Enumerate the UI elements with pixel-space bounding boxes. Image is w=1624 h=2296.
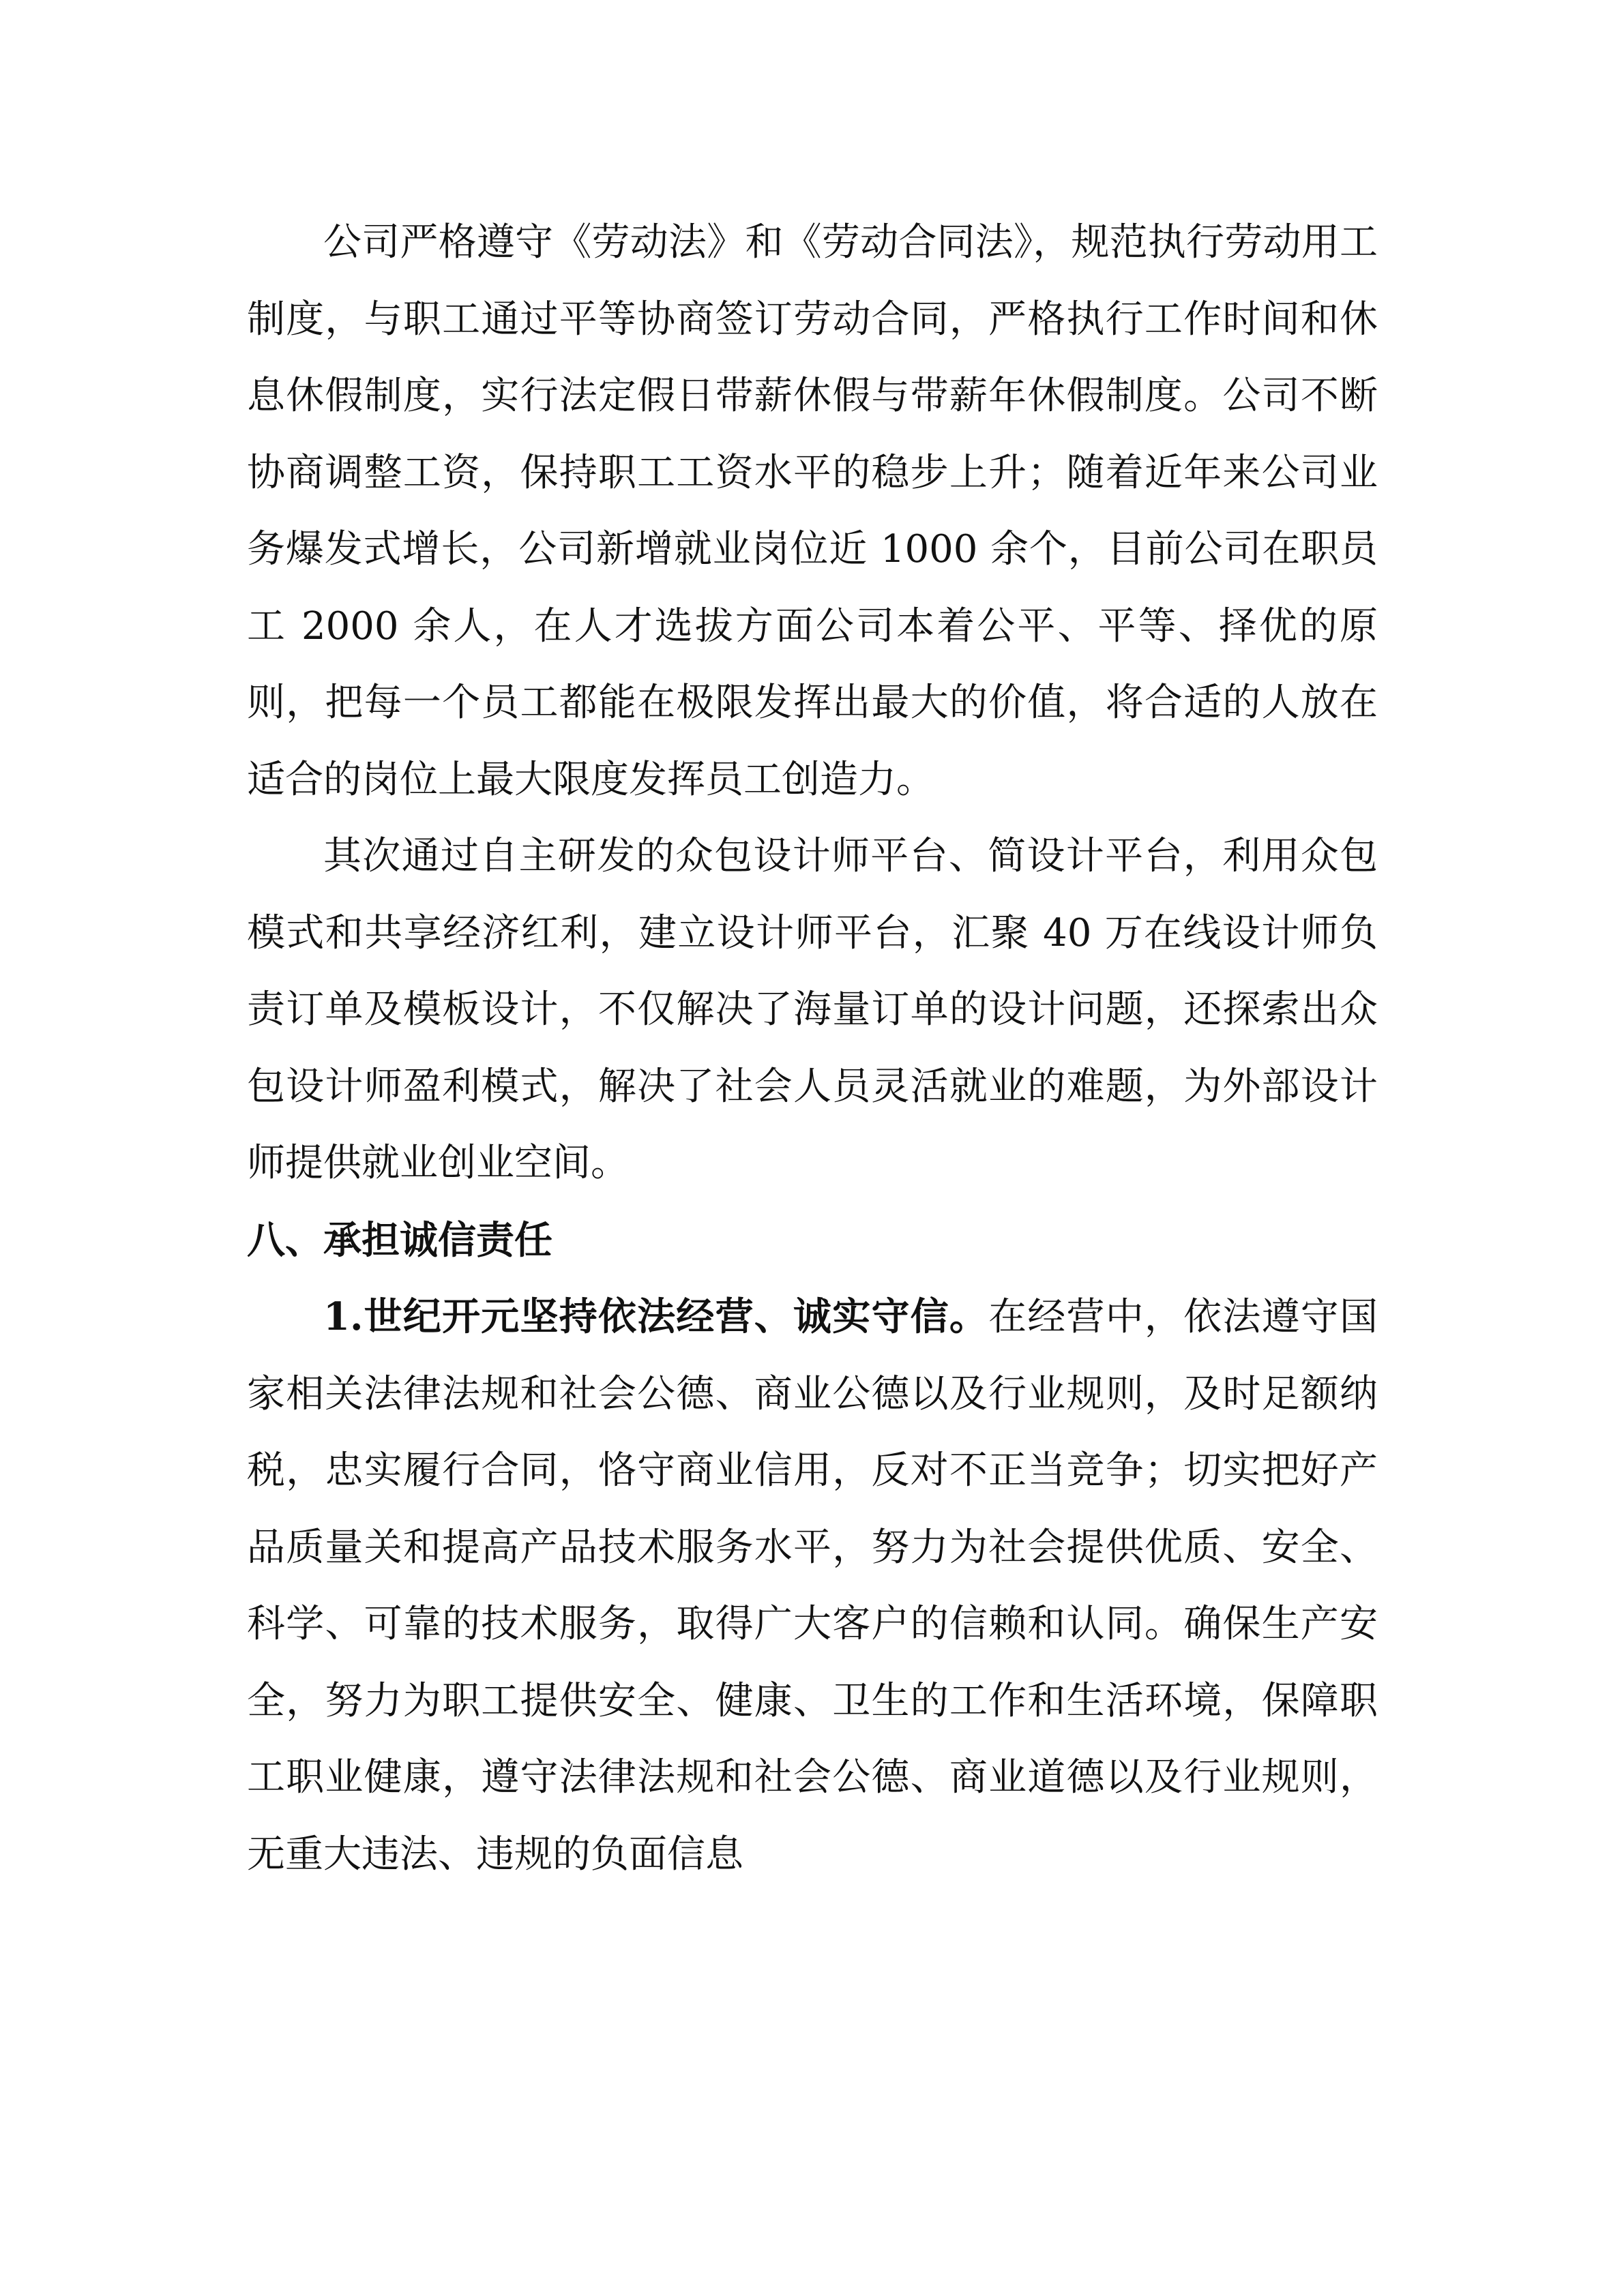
item-lead: 1.世纪开元坚持依法经营、诚实守信。: [323, 1294, 989, 1339]
paragraph-integrity: [247, 1279, 1378, 1893]
paragraph-labor-law: 公司严格遵守《劳动法》和《劳动合同法》，规范执行劳动用工制度，与职工通过平等协商签订劳动合同，严格执行工作时间和休息休假制度，实行法定假日带薪休假与带薪年休假制度。公司不断协商调整工资，保持职工工资水平的稳步上升；随着近年来公司业务爆发式增长，公司新增就业岗位近 1000 余个，目前公司在职员工 2000 余人，在人才选拔方面公司本着公平、平等、择优的原则，把每一个员工都能在极限发挥出最大的价值，将合适的人放在适合的岗位上最大限度发挥员工创造力。: [247, 220, 1378, 802]
paragraph-crowdsourcing: 其次通过自主研发的众包设计师平台、简设计平台，利用众包模式和共享经济红利，建立设计师平台，汇聚 40 万在线设计师负责订单及模板设计，不仅解决了海量订单的设计问题，还探索出众包设计师盈利模式，解决了社会人员灵活就业的难题，为外部设计师提供就业创业空间。: [247, 834, 1378, 1185]
document-body: [247, 205, 1378, 1893]
section-heading: 八、承担诚信责任: [247, 1217, 552, 1263]
item-text: 在经营中，依法遵守国家相关法律法规和社会公德、商业公德以及行业规则，及时足额纳税，忠实履行合同，恪守商业信用，反对不正当竞争；切实把好产品质量关和提高产品技术服务水平，努力为社会提供优质、安全、科学、可靠的技术服务，取得广大客户的信赖和认同。确保生产安全，努力为职工提供安全、健康、卫生的工作和生活环境，保障职工职业健康，遵守法律法规和社会公德、商业道德以及行业规则，无重大违法、违规的负面信息: [247, 1295, 1378, 1877]
